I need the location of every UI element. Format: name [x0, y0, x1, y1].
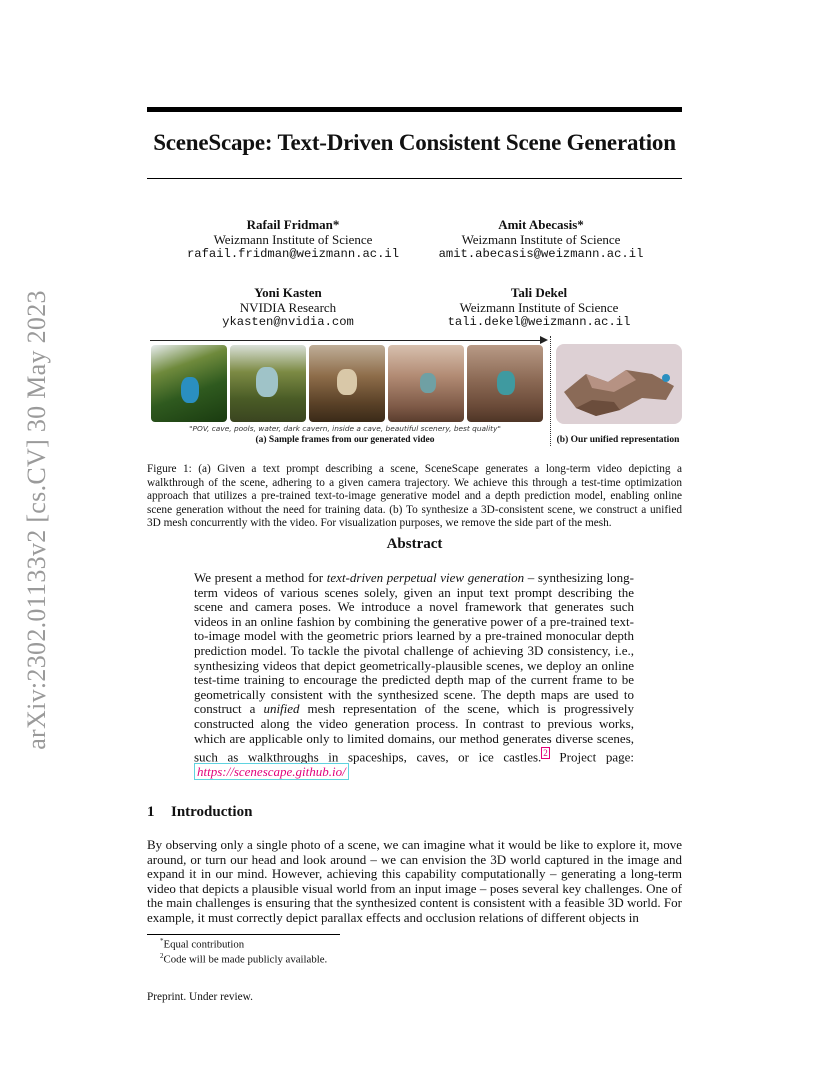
footnote-text: Code will be made publicly available. [163, 953, 328, 966]
title-top-rule [147, 107, 682, 112]
video-frame [230, 345, 306, 422]
author-email[interactable]: ykasten@nvidia.com [222, 315, 354, 329]
author-affiliation: NVIDIA Research [239, 300, 337, 315]
abstract-text: We present a method for [194, 570, 327, 585]
section-title: Introduction [171, 804, 253, 820]
author-name: Rafail Fridman* [246, 217, 340, 232]
abstract-body [194, 571, 634, 780]
trajectory-arrow [150, 340, 545, 341]
footnote-mark: * [160, 937, 164, 945]
video-frame [309, 345, 385, 422]
author-name: Tali Dekel [510, 285, 568, 300]
footnote-rule [147, 934, 340, 935]
video-frame [467, 345, 543, 422]
footnote-link[interactable]: 2 [543, 748, 548, 759]
abstract-emphasis: text-driven perpetual view generation [326, 570, 525, 585]
paper-title: SceneScape: Text-Driven Consistent Scene Generation [153, 130, 676, 155]
figure-caption: Figure 1: (a) Given a text prompt describing a scene, SceneScape generates a long-term video depicting a walkthrough of the scene, adhering to a given camera trajectory. We achieve this through a test-time optimization approach that utilizes a pre-trained text-to-image generative model and a depth prediction model, enabling online scene generation without the need for training data. (b) To synthesize a 3D-consistent scene, we construct a unified 3D mesh concurrently with the video. For visualization purposes, we remove the side part of the mesh. [147, 463, 682, 529]
title-bottom-rule [147, 178, 682, 179]
author-name: Amit Abecasis* [498, 217, 584, 232]
abstract-text: mesh representation of the scene, which is progressively constructed along the video generation process. In contrast to previous works, which are applicable only to limited domains, our method generates diverse scenes, such as walkthroughs in spaceships, caves, or ice castles. [194, 701, 634, 765]
author-affiliation: Weizmann Institute of Science [213, 232, 373, 247]
abstract-heading: Abstract [386, 536, 443, 552]
arxiv-side-stamp: arXiv:2302.01133v2 [cs.CV] 30 May 2023 [22, 290, 51, 750]
abstract-text: – synthesizing long-term videos of various scenes solely, given an input text prompt describing the scene and camera poses. We introduce a novel framework that generates such videos in an online fashion by combining the generative power of a pre-trained text-to-image model with the geometric priors learned by a pre-trained monocular depth prediction model. To tackle the pivotal challenge of achieving 3D consistency, i.e., synthesizing videos that depict geometrically-plausible scenes, we deploy an online test-time training to encourage the predicted depth map of the current frame to be geometrically consistent with the synthesized scene. The depth maps are used to construct a [194, 570, 635, 717]
subcaption-a: (a) Sample frames from our generated video [255, 435, 435, 445]
trajectory-arrow-head [540, 336, 548, 344]
video-frame [151, 345, 227, 422]
subcaption-b: (b) Our unified representation [556, 435, 680, 445]
author-email[interactable]: amit.abecasis@weizmann.ac.il [438, 247, 644, 261]
page-footer: Preprint. Under review. [147, 991, 253, 1003]
video-frame [388, 345, 464, 422]
introduction-text: By observing only a single photo of a scene, we can imagine what it would be like to explore it, move around, or turn our head and look around – we can envision the 3D world captured in the image and expand it in our mind. However, achieving this capability computationally – generating a long-term video that depicts a plausible visual world from an input image – poses several key challenges. One of the main challenges is ensuring that the synthesized content is consistent with a feasible 3D world. For example, it must correctly depict parallax effects and occlusion relations of different objects in [147, 837, 682, 925]
footnote-mark: 2 [160, 952, 164, 960]
author-block [153, 285, 423, 330]
abstract-emphasis: unified [263, 701, 300, 717]
section-number: 1 [147, 804, 155, 820]
unified-mesh-image [556, 344, 682, 424]
figure-divider [550, 336, 551, 446]
project-page-link[interactable]: https://scenescape.github.io/ [194, 763, 349, 780]
author-block [406, 217, 676, 262]
author-email[interactable]: tali.dekel@weizmann.ac.il [447, 315, 631, 329]
author-affiliation: Weizmann Institute of Science [461, 232, 621, 247]
author-block [404, 285, 674, 330]
mesh-render [556, 344, 682, 424]
author-name: Yoni Kasten [254, 285, 322, 300]
abstract-text: Project page: [549, 749, 634, 765]
author-email[interactable]: rafail.fridman@weizmann.ac.il [186, 247, 400, 261]
footnote [160, 952, 327, 966]
author-block [158, 217, 428, 262]
footnote [160, 937, 244, 951]
footnote-text: Equal contribution [163, 938, 245, 951]
figure-prompt: "POV, cave, pools, water, dark cavern, inside a cave, beautiful scenery, best quality" [189, 424, 501, 433]
author-affiliation: Weizmann Institute of Science [459, 300, 619, 315]
